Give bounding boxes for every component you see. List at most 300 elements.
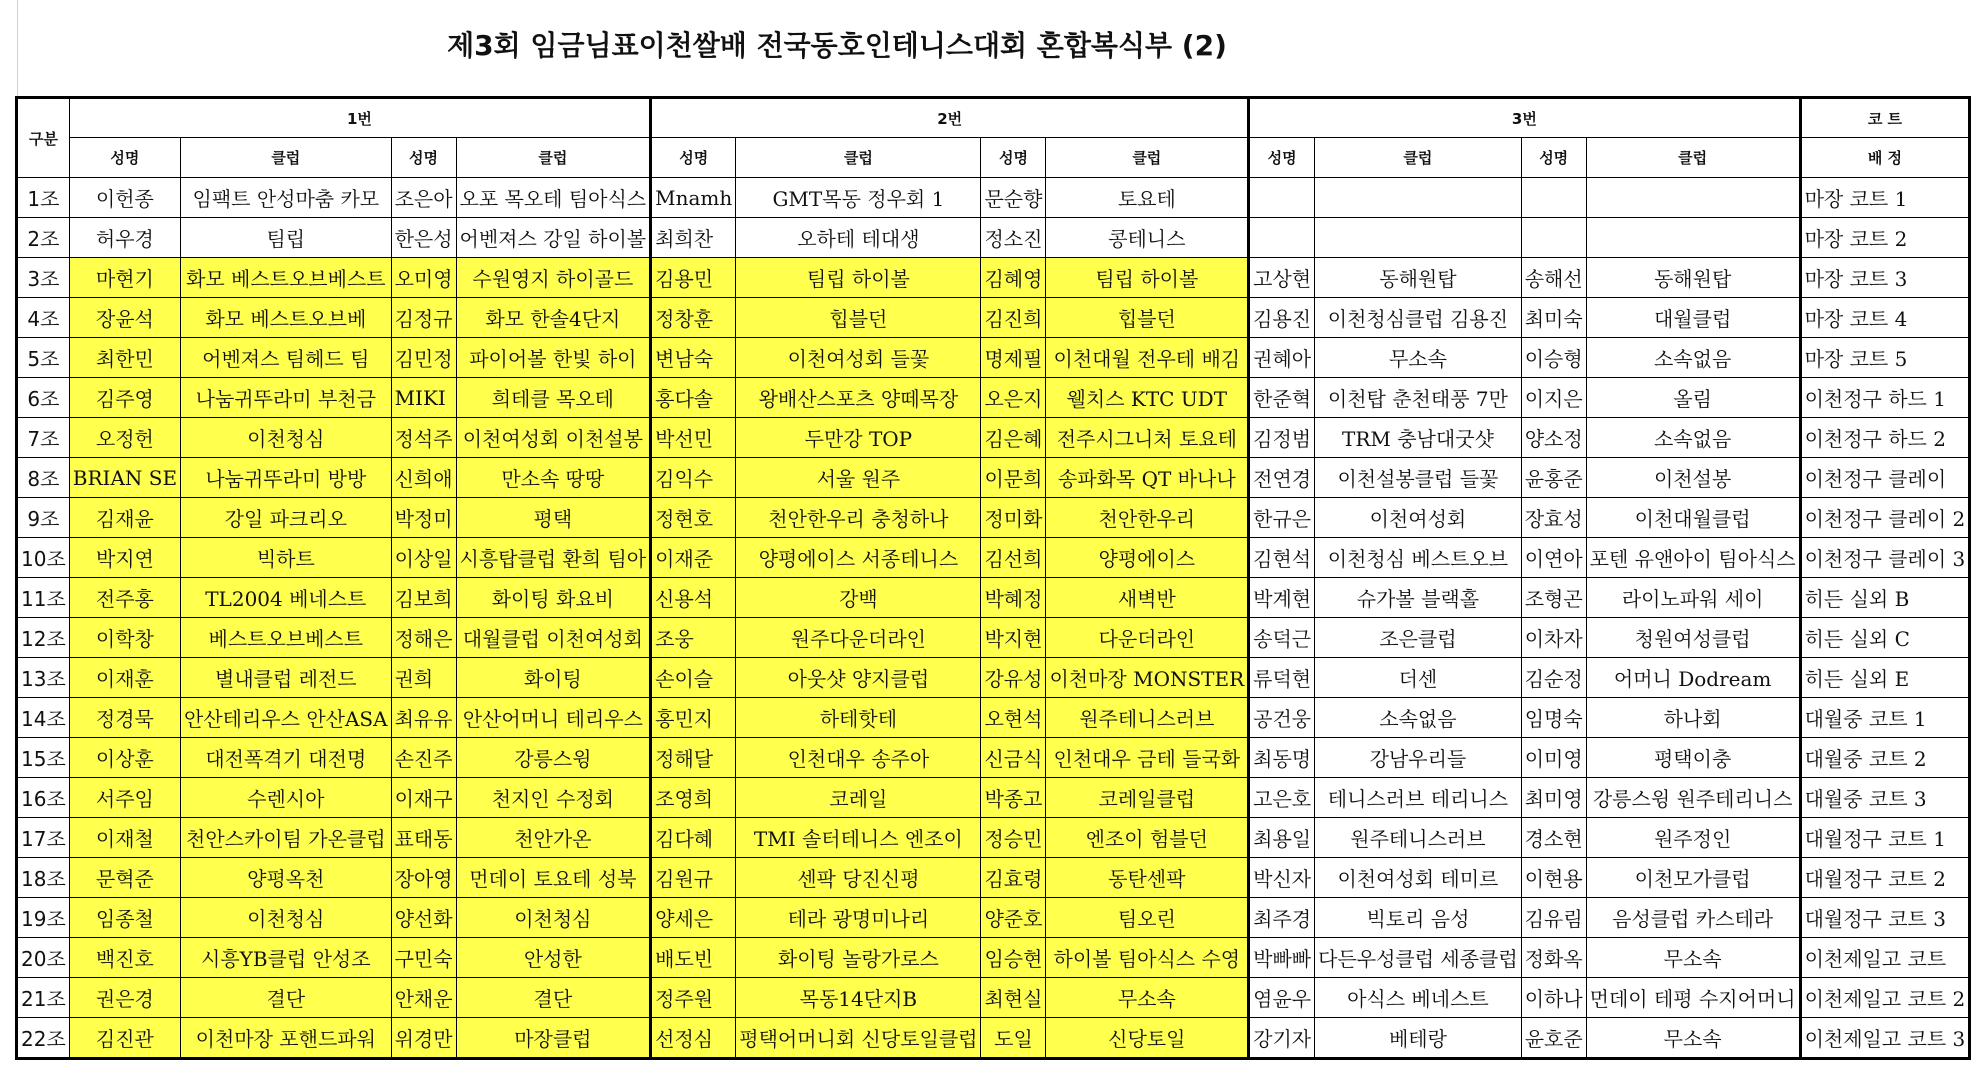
player3b-name: 장효성: [1521, 498, 1586, 538]
player3b-club: 원주정인: [1586, 818, 1800, 858]
player1a-name: 김주영: [69, 378, 180, 418]
player1b-name: 최유유: [391, 698, 456, 738]
player3b-name: 임명숙: [1521, 698, 1586, 738]
player2b-club: 원주테니스러브: [1046, 698, 1249, 738]
player1b-club: 먼데이 토요테 성북: [456, 858, 651, 898]
player1b-name: 신희애: [391, 458, 456, 498]
group-label: 5조: [17, 338, 70, 378]
player1b-club: 화이팅 화요비: [456, 578, 651, 618]
player2a-club: 센팍 당진신평: [736, 858, 981, 898]
player2a-club: 강백: [736, 578, 981, 618]
player3b-name: 조형곤: [1521, 578, 1586, 618]
player2a-name: 조웅: [651, 618, 736, 658]
player3a-club: 원주테니스러브: [1315, 818, 1522, 858]
player2b-name: 문순향: [981, 178, 1046, 218]
player3a-name: [1249, 218, 1315, 258]
player2b-club: 다운더라인: [1046, 618, 1249, 658]
player2b-club: 팀오린: [1046, 898, 1249, 938]
player2b-name: 명제필: [981, 338, 1046, 378]
header-name: 성명: [981, 138, 1046, 178]
player2b-club: 새벽반: [1046, 578, 1249, 618]
player2a-club: TMI 솔터테니스 엔조이: [736, 818, 981, 858]
player3b-club: 음성클럽 카스테라: [1586, 898, 1800, 938]
player3b-club: 대월클럽: [1586, 298, 1800, 338]
court-cell: 이천정구 하드 1: [1800, 378, 1970, 418]
court-cell: 히든 실외 B: [1800, 578, 1970, 618]
player3a-club: 아식스 베네스트: [1315, 978, 1522, 1018]
player1a-club: 양평옥천: [181, 858, 392, 898]
player2b-club: 토요테: [1046, 178, 1249, 218]
player1b-club: 천지인 수정회: [456, 778, 651, 818]
player1a-club: 빅하트: [181, 538, 392, 578]
player3a-name: 김정범: [1249, 418, 1315, 458]
player3a-club: TRM 충남대굿샷: [1315, 418, 1522, 458]
player2b-name: 오현석: [981, 698, 1046, 738]
player1a-club: 화모 베스트오브베: [181, 298, 392, 338]
player3a-name: 전연경: [1249, 458, 1315, 498]
player3a-club: 슈가볼 블랙홀: [1315, 578, 1522, 618]
player2a-club: 힙블던: [736, 298, 981, 338]
player1a-name: 이상훈: [69, 738, 180, 778]
player1b-club: 시흥탑클럽 환희 팀아: [456, 538, 651, 578]
player1a-club: 대전폭격기 대전명: [181, 738, 392, 778]
player1b-name: 이재구: [391, 778, 456, 818]
player1b-name: 정해은: [391, 618, 456, 658]
player1a-club: 시흥YB클럽 안성조: [181, 938, 392, 978]
player1a-name: 장윤석: [69, 298, 180, 338]
player3a-name: 류덕현: [1249, 658, 1315, 698]
court-cell: 이천정구 하드 2: [1800, 418, 1970, 458]
player1b-club: 오포 목오테 팀아식스: [456, 178, 651, 218]
player1a-club: 어벤져스 팀헤드 팀: [181, 338, 392, 378]
player1b-club: 안성한: [456, 938, 651, 978]
group-label: 19조: [17, 898, 70, 938]
player3a-club: 테니스러브 테리니스: [1315, 778, 1522, 818]
table-row: [17, 418, 1970, 458]
court-cell: 대월정구 코트 1: [1800, 818, 1970, 858]
court-cell: 대월정구 코트 3: [1800, 898, 1970, 938]
player1a-name: 오정헌: [69, 418, 180, 458]
player1b-club: 대월클럽 이천여성회: [456, 618, 651, 658]
table-row: [17, 458, 1970, 498]
player2b-club: 엔조이 험블던: [1046, 818, 1249, 858]
player1b-club: 만소속 땅땅: [456, 458, 651, 498]
group-label: 12조: [17, 618, 70, 658]
player1a-club: 팀립: [181, 218, 392, 258]
player2a-name: 선정심: [651, 1018, 736, 1059]
player3b-name: 이차자: [1521, 618, 1586, 658]
header-club: 클럽: [736, 138, 981, 178]
player2a-club: GMT목동 정우회 1: [736, 178, 981, 218]
header-club: 클럽: [456, 138, 651, 178]
player1b-name: 구민숙: [391, 938, 456, 978]
table-row: [17, 618, 1970, 658]
header-club: 클럽: [1046, 138, 1249, 178]
player3a-name: [1249, 178, 1315, 218]
player1b-club: 안산어머니 테리우스: [456, 698, 651, 738]
group-label: 14조: [17, 698, 70, 738]
court-cell: 대월중 코트 1: [1800, 698, 1970, 738]
group-label: 10조: [17, 538, 70, 578]
player2a-name: 김익수: [651, 458, 736, 498]
player3b-name: 최미영: [1521, 778, 1586, 818]
player3b-name: 이미영: [1521, 738, 1586, 778]
player2b-club: 천안한우리: [1046, 498, 1249, 538]
player1a-name: 백진호: [69, 938, 180, 978]
player2a-club: 목동14단지B: [736, 978, 981, 1018]
player1a-club: TL2004 베네스트: [181, 578, 392, 618]
player1b-name: 김정규: [391, 298, 456, 338]
player2b-name: 김효령: [981, 858, 1046, 898]
group-label: 17조: [17, 818, 70, 858]
player3b-name: 양소정: [1521, 418, 1586, 458]
player1a-club: 천안스카이팀 가온클럽: [181, 818, 392, 858]
player1b-name: 박정미: [391, 498, 456, 538]
player2b-club: 코레일클럽: [1046, 778, 1249, 818]
player3a-name: 김현석: [1249, 538, 1315, 578]
player2a-club: 두만강 TOP: [736, 418, 981, 458]
player3b-name: [1521, 178, 1586, 218]
header-group-1: 1번: [69, 98, 650, 138]
header-name: 성명: [1249, 138, 1315, 178]
player1b-name: 오미영: [391, 258, 456, 298]
player2a-club: 양평에이스 서종테니스: [736, 538, 981, 578]
header-name: 성명: [1521, 138, 1586, 178]
player3b-club: 강릉스윙 원주테리니스: [1586, 778, 1800, 818]
player3a-club: 이천청심 베스트오브: [1315, 538, 1522, 578]
player1a-name: 박지연: [69, 538, 180, 578]
player1b-name: 김보희: [391, 578, 456, 618]
header-club: 클럽: [181, 138, 392, 178]
player2b-club: 신당토일: [1046, 1018, 1249, 1059]
player2a-name: 손이슬: [651, 658, 736, 698]
table-row: [17, 578, 1970, 618]
player1b-name: 조은아: [391, 178, 456, 218]
player1b-club: 파이어볼 한빛 하이: [456, 338, 651, 378]
table-row: [17, 538, 1970, 578]
group-label: 16조: [17, 778, 70, 818]
player3a-club: 이천탑 춘천태풍 7만: [1315, 378, 1522, 418]
player2a-name: 김다혜: [651, 818, 736, 858]
player1a-club: 안산테리우스 안산ASA: [181, 698, 392, 738]
player2b-name: 김선희: [981, 538, 1046, 578]
player3b-name: [1521, 218, 1586, 258]
player1b-name: 안채운: [391, 978, 456, 1018]
player3a-name: 김용진: [1249, 298, 1315, 338]
player1a-club: 화모 베스트오브베스트: [181, 258, 392, 298]
player2a-club: 서울 원주: [736, 458, 981, 498]
player3a-club: [1315, 178, 1522, 218]
header-gubun: 구분: [17, 98, 70, 178]
player1b-name: 손진주: [391, 738, 456, 778]
player1b-club: 이천여성회 이천설봉: [456, 418, 651, 458]
court-cell: 히든 실외 E: [1800, 658, 1970, 698]
player2b-name: 도일: [981, 1018, 1046, 1059]
player3b-name: 이현용: [1521, 858, 1586, 898]
player2b-name: 신금식: [981, 738, 1046, 778]
table-row: [17, 258, 1970, 298]
player3b-club: 하나회: [1586, 698, 1800, 738]
player2b-name: 최현실: [981, 978, 1046, 1018]
player2b-club: 이천대월 전우테 배김: [1046, 338, 1249, 378]
player1a-club: 결단: [181, 978, 392, 1018]
court-cell: 이천정구 클레이: [1800, 458, 1970, 498]
player2a-club: 하테핫테: [736, 698, 981, 738]
group-label: 15조: [17, 738, 70, 778]
player1a-name: 이재철: [69, 818, 180, 858]
player2a-club: 오하테 테대생: [736, 218, 981, 258]
player3b-club: [1586, 218, 1800, 258]
court-cell: 마장 코트 4: [1800, 298, 1970, 338]
player3b-club: 올림: [1586, 378, 1800, 418]
player2b-name: 김은혜: [981, 418, 1046, 458]
player3a-name: 송덕근: [1249, 618, 1315, 658]
player1b-club: 희테클 목오테: [456, 378, 651, 418]
player2a-name: 정창훈: [651, 298, 736, 338]
player3a-club: 강남우리들: [1315, 738, 1522, 778]
player1a-club: 수렌시아: [181, 778, 392, 818]
player3b-club: 포텐 유앤아이 팀아식스: [1586, 538, 1800, 578]
group-label: 9조: [17, 498, 70, 538]
player2a-club: 팀립 하이볼: [736, 258, 981, 298]
player2b-club: 웰치스 KTC UDT: [1046, 378, 1249, 418]
player1b-club: 평택: [456, 498, 651, 538]
player3b-name: 이연아: [1521, 538, 1586, 578]
player2b-club: 콩테니스: [1046, 218, 1249, 258]
player1a-name: 이재훈: [69, 658, 180, 698]
header-court-sub: 배 정: [1800, 138, 1970, 178]
court-cell: 대월중 코트 2: [1800, 738, 1970, 778]
player3a-club: 더센: [1315, 658, 1522, 698]
table-row: [17, 378, 1970, 418]
player3a-club: 빅토리 음성: [1315, 898, 1522, 938]
player2a-name: 최희찬: [651, 218, 736, 258]
player2b-club: 무소속: [1046, 978, 1249, 1018]
player2a-name: 정주원: [651, 978, 736, 1018]
player3a-club: 이천여성회 테미르: [1315, 858, 1522, 898]
group-label: 11조: [17, 578, 70, 618]
player3b-club: 이천설봉: [1586, 458, 1800, 498]
player2a-club: 테라 광명미나리: [736, 898, 981, 938]
player1a-club: 베스트오브베스트: [181, 618, 392, 658]
player3b-name: 경소현: [1521, 818, 1586, 858]
player1b-name: 장아영: [391, 858, 456, 898]
player2b-club: 전주시그니처 토요테: [1046, 418, 1249, 458]
table-row: [17, 298, 1970, 338]
court-cell: 마장 코트 1: [1800, 178, 1970, 218]
player3b-name: 최미숙: [1521, 298, 1586, 338]
player2a-club: 아웃샷 양지클럽: [736, 658, 981, 698]
player2b-name: 이문희: [981, 458, 1046, 498]
player3b-club: 이천대월클럽: [1586, 498, 1800, 538]
table-row: [17, 1018, 1970, 1059]
player3b-club: 평택이충: [1586, 738, 1800, 778]
player2a-name: 정해달: [651, 738, 736, 778]
player1a-club: 강일 파크리오: [181, 498, 392, 538]
player2b-name: 오은지: [981, 378, 1046, 418]
player3b-club: 무소속: [1586, 938, 1800, 978]
header-court: 코 트: [1800, 98, 1970, 138]
player1a-name: 최한민: [69, 338, 180, 378]
player3b-club: 소속없음: [1586, 418, 1800, 458]
player2b-name: 박혜정: [981, 578, 1046, 618]
player3a-name: 강기자: [1249, 1018, 1315, 1059]
player3b-name: 윤홍준: [1521, 458, 1586, 498]
court-cell: 마장 코트 3: [1800, 258, 1970, 298]
player3a-name: 권혜아: [1249, 338, 1315, 378]
player3b-name: 송해선: [1521, 258, 1586, 298]
table-row: [17, 898, 1970, 938]
player3a-club: 다든우성클럽 세종클럽: [1315, 938, 1522, 978]
group-label: 20조: [17, 938, 70, 978]
player2b-name: 김진희: [981, 298, 1046, 338]
player3b-name: 김순정: [1521, 658, 1586, 698]
group-label: 2조: [17, 218, 70, 258]
player3a-club: 이천청심클럽 김용진: [1315, 298, 1522, 338]
group-label: 8조: [17, 458, 70, 498]
player3a-club: 무소속: [1315, 338, 1522, 378]
player1a-name: BRIAN SE: [69, 458, 180, 498]
player1a-name: 이학창: [69, 618, 180, 658]
table-row: [17, 738, 1970, 778]
player3b-name: 정화옥: [1521, 938, 1586, 978]
player2b-club: 인천대우 금테 들국화: [1046, 738, 1249, 778]
header-name: 성명: [69, 138, 180, 178]
player1b-name: 양선화: [391, 898, 456, 938]
player2a-club: 코레일: [736, 778, 981, 818]
player1a-name: 서주임: [69, 778, 180, 818]
player3a-name: 박계현: [1249, 578, 1315, 618]
player1b-name: 이상일: [391, 538, 456, 578]
player1b-club: 천안가온: [456, 818, 651, 858]
player2a-name: 정현호: [651, 498, 736, 538]
player3a-club: 이천여성회: [1315, 498, 1522, 538]
player2b-name: 양준호: [981, 898, 1046, 938]
player3b-club: [1586, 178, 1800, 218]
table-row: [17, 338, 1970, 378]
player2b-club: 이천마장 MONSTER: [1046, 658, 1249, 698]
player2a-name: 변남숙: [651, 338, 736, 378]
player2a-club: 인천대우 송주아: [736, 738, 981, 778]
group-label: 18조: [17, 858, 70, 898]
player1a-name: 권은경: [69, 978, 180, 1018]
player2b-club: 송파화목 QT 바나나: [1046, 458, 1249, 498]
player1b-name: 김민정: [391, 338, 456, 378]
player3a-name: 염윤우: [1249, 978, 1315, 1018]
player1b-club: 강릉스윙: [456, 738, 651, 778]
player2a-name: 신용석: [651, 578, 736, 618]
player2a-club: 평택어머니회 신당토일클럽: [736, 1018, 981, 1059]
player1a-club: 별내클럽 레전드: [181, 658, 392, 698]
player2b-club: 힙블던: [1046, 298, 1249, 338]
player2b-name: 정소진: [981, 218, 1046, 258]
player3b-club: 라이노파워 세이: [1586, 578, 1800, 618]
player2a-club: 이천여성회 들꽃: [736, 338, 981, 378]
player3a-name: 고상현: [1249, 258, 1315, 298]
group-label: 22조: [17, 1018, 70, 1059]
player1b-name: 위경만: [391, 1018, 456, 1059]
player2b-name: 박지현: [981, 618, 1046, 658]
player3b-name: 김유림: [1521, 898, 1586, 938]
group-label: 21조: [17, 978, 70, 1018]
player3a-name: 박빠빠: [1249, 938, 1315, 978]
player3a-club: 동해원탑: [1315, 258, 1522, 298]
player2a-club: 천안한우리 충청하나: [736, 498, 981, 538]
player2b-name: 강유성: [981, 658, 1046, 698]
player1a-name: 임종철: [69, 898, 180, 938]
player3b-club: 동해원탑: [1586, 258, 1800, 298]
table-row: [17, 978, 1970, 1018]
player3b-name: 이하나: [1521, 978, 1586, 1018]
court-cell: 이천제일고 코트 3: [1800, 1018, 1970, 1059]
player3a-name: 최용일: [1249, 818, 1315, 858]
header-name: 성명: [651, 138, 736, 178]
player3a-club: 소속없음: [1315, 698, 1522, 738]
player2a-name: 박선민: [651, 418, 736, 458]
player3a-name: 최주경: [1249, 898, 1315, 938]
player1b-club: 수원영지 하이골드: [456, 258, 651, 298]
player1a-name: 김재윤: [69, 498, 180, 538]
table-row: [17, 178, 1970, 218]
player1b-club: 마장클럽: [456, 1018, 651, 1059]
table-row: [17, 698, 1970, 738]
player3a-name: 박신자: [1249, 858, 1315, 898]
player2a-club: 화이팅 놀랑가로스: [736, 938, 981, 978]
group-label: 13조: [17, 658, 70, 698]
table-row: [17, 778, 1970, 818]
player1a-name: 허우경: [69, 218, 180, 258]
player1b-name: 정석주: [391, 418, 456, 458]
player1a-club: 이천마장 포핸드파워: [181, 1018, 392, 1059]
player2b-club: 하이볼 팀아식스 수영: [1046, 938, 1249, 978]
player1b-club: 결단: [456, 978, 651, 1018]
player2a-name: Mnamh: [651, 178, 736, 218]
player2a-name: 조영희: [651, 778, 736, 818]
player3a-name: 고은호: [1249, 778, 1315, 818]
court-cell: 이천제일고 코트: [1800, 938, 1970, 978]
player3b-club: 이천모가클럽: [1586, 858, 1800, 898]
header-group-3: 3번: [1249, 98, 1800, 138]
group-label: 7조: [17, 418, 70, 458]
court-cell: 마장 코트 2: [1800, 218, 1970, 258]
player1a-club: 임팩트 안성마춤 카모: [181, 178, 392, 218]
player1b-club: 이천청심: [456, 898, 651, 938]
court-cell: 대월정구 코트 2: [1800, 858, 1970, 898]
player3b-club: 소속없음: [1586, 338, 1800, 378]
table-row: [17, 938, 1970, 978]
group-label: 4조: [17, 298, 70, 338]
player3b-club: 무소속: [1586, 1018, 1800, 1059]
court-cell: 대월중 코트 3: [1800, 778, 1970, 818]
player2a-club: 왕배산스포츠 양떼목장: [736, 378, 981, 418]
player1b-club: 어벤져스 강일 하이볼: [456, 218, 651, 258]
player1a-club: 나눔귀뚜라미 방방: [181, 458, 392, 498]
player3a-club: 베테랑: [1315, 1018, 1522, 1059]
player3a-name: 최동명: [1249, 738, 1315, 778]
player1a-name: 김진관: [69, 1018, 180, 1059]
player2a-name: 홍다솔: [651, 378, 736, 418]
player3b-club: 먼데이 테평 수지어머니: [1586, 978, 1800, 1018]
court-cell: 이천정구 클레이 3: [1800, 538, 1970, 578]
player3a-name: 공건웅: [1249, 698, 1315, 738]
player1a-name: 문혁준: [69, 858, 180, 898]
header-club: 클럽: [1315, 138, 1522, 178]
header-group-2: 2번: [651, 98, 1249, 138]
player1b-name: MIKI: [391, 378, 456, 418]
player2b-name: 정미화: [981, 498, 1046, 538]
player1a-name: 마현기: [69, 258, 180, 298]
player1a-club: 나눔귀뚜라미 부천금: [181, 378, 392, 418]
